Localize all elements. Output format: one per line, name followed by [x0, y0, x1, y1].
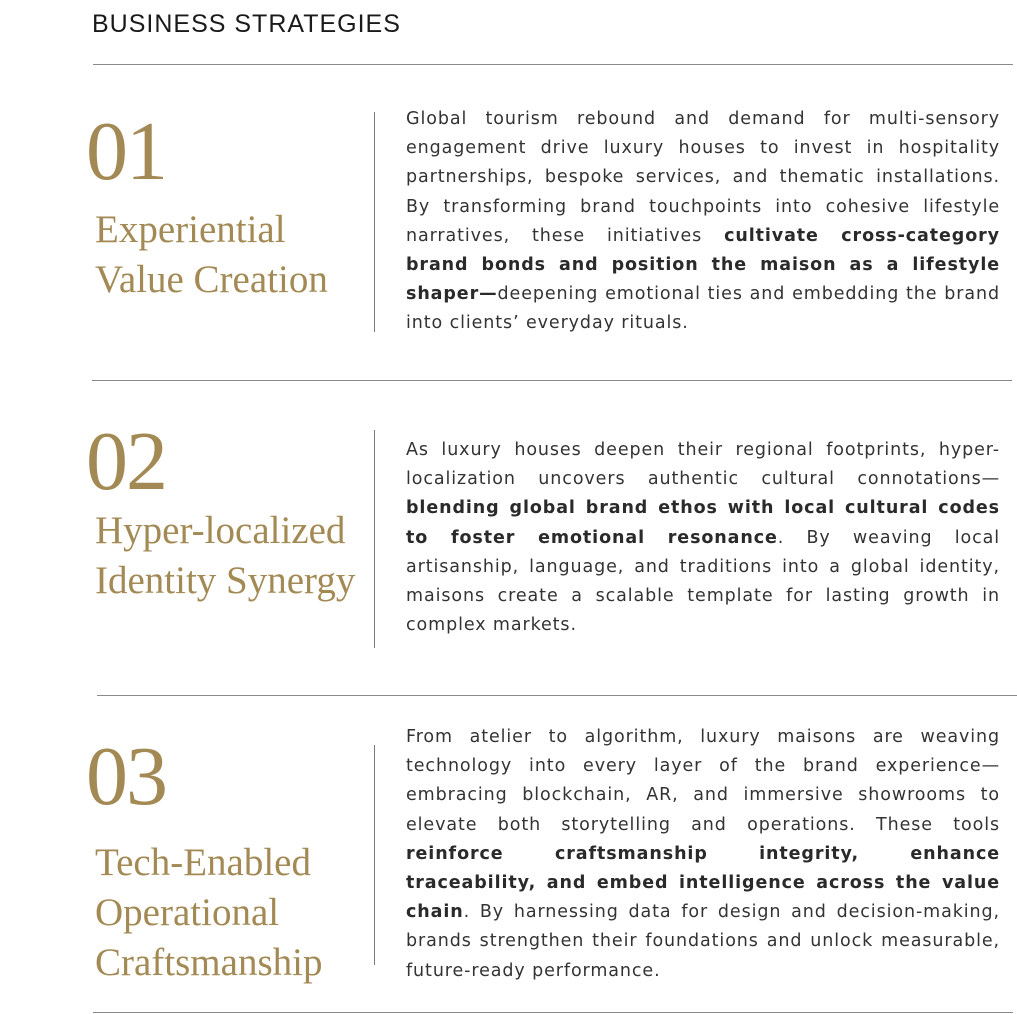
vertical-divider	[374, 430, 375, 648]
body-text: . By harnessing data for design and decision-making, brands strengthen their foundations and unlock measurable, future-ready performance.	[406, 902, 1000, 981]
body-text: As luxury houses deepen their regional footprints, hyper-localization uncovers authentic cultural connotations—	[406, 440, 1000, 490]
body-emphasis: cultivate cross-category brand bonds and position the maison as a lifestyle shaper—	[406, 225, 1000, 305]
strategy-body	[406, 105, 1000, 339]
strategy-number: 01	[86, 105, 166, 198]
strategy-heading: Experiential Value Creation	[95, 208, 328, 301]
divider	[97, 695, 1017, 696]
divider	[92, 380, 1012, 381]
body-text: From atelier to algorithm, luxury maisons are weaving technology into every layer of the brand experience—embracing blockchain, AR, and immersive showrooms to elevate both storytelling and operations. These tools	[406, 727, 1000, 835]
body-text: Global tourism rebound and demand for multi-sensory engagement drive luxury houses to invest in hospitality partnerships, bespoke services, and thematic installations. By transforming brand touchpoints into cohesive lifestyle narratives, these initiatives	[406, 109, 1000, 246]
vertical-divider	[374, 745, 375, 965]
page-title: BUSINESS STRATEGIES	[92, 10, 401, 38]
strategy-heading: Hyper-localized Identity Synergy	[95, 509, 356, 602]
strategy-body	[406, 723, 1000, 986]
strategy-body	[406, 436, 1000, 640]
vertical-divider	[374, 112, 375, 332]
body-text: deepening emotional ties and embedding the brand into clients’ everyday rituals.	[406, 284, 1000, 334]
divider	[93, 1012, 1013, 1013]
strategy-number: 02	[86, 415, 166, 508]
body-emphasis: reinforce craftsmanship integrity, enhance traceability, and embed intelligence across the value chain	[406, 843, 1000, 923]
strategy-number: 03	[86, 730, 166, 823]
strategy-heading: Tech-Enabled Operational Craftsmanship	[95, 841, 323, 984]
divider	[93, 64, 1013, 65]
body-emphasis: blending global brand ethos with local cultural codes to foster emotional resonance	[406, 498, 1000, 548]
body-text: . By weaving local artisanship, language, and traditions into a global identity, maisons create a scalable template for lasting growth in complex markets.	[406, 527, 1000, 636]
